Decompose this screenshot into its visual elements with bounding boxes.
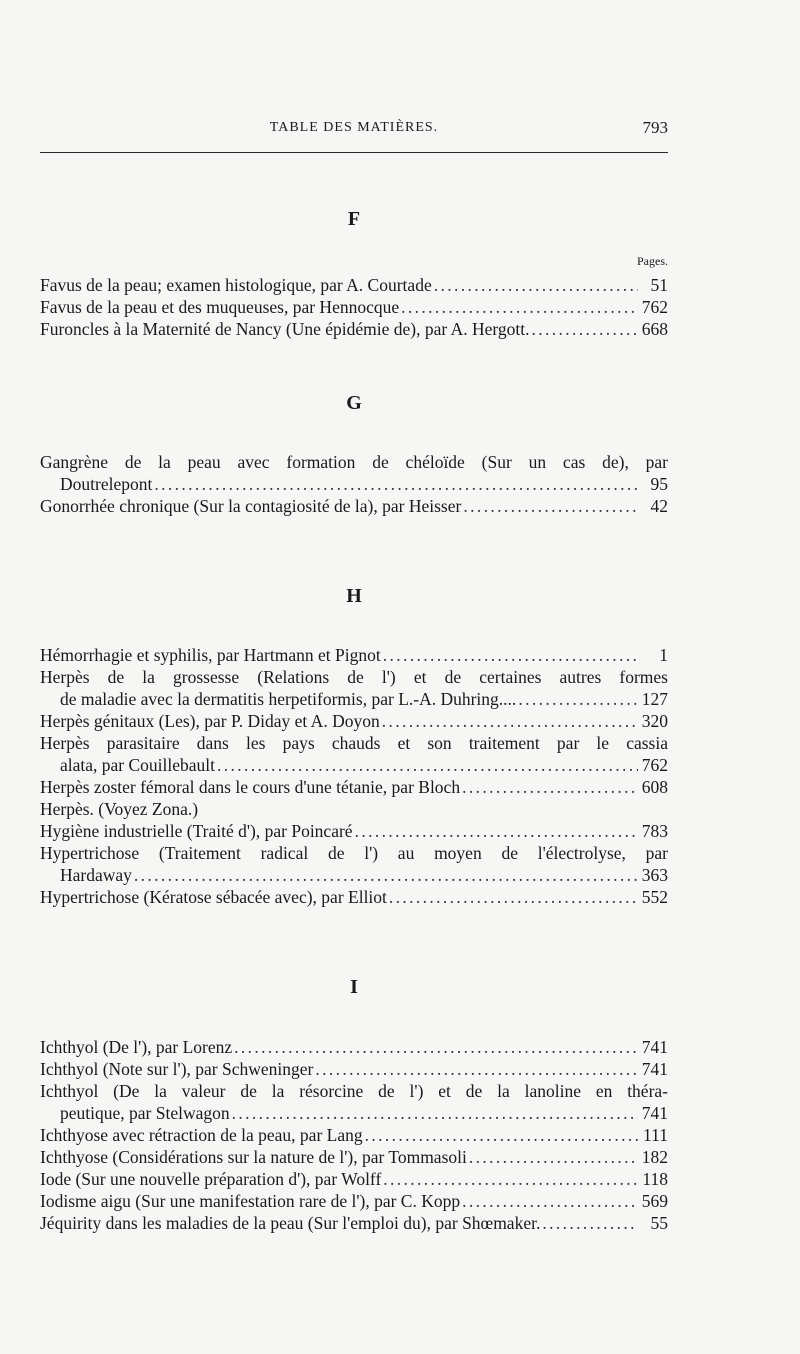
index-entry	[40, 274, 668, 296]
entry-page-number: 762	[641, 297, 668, 317]
entry-line	[40, 473, 668, 495]
entry-line	[40, 842, 668, 864]
entry-text: Iode (Sur une nouvelle préparation d'), par Wolff	[40, 1169, 382, 1189]
entry-page-number: 741	[641, 1059, 668, 1079]
dot-leader	[542, 1212, 638, 1234]
dot-leader	[315, 1058, 637, 1080]
entry-page-number: 762	[641, 755, 668, 775]
index-entry	[40, 1190, 668, 1212]
index-entry	[40, 1168, 668, 1190]
entry-page-number: 363	[641, 865, 668, 885]
entry-line	[40, 1168, 668, 1190]
entry-page-number: 608	[641, 777, 668, 797]
entry-line	[40, 732, 668, 754]
entry-text: Favus de la peau; examen histologique, par A. Courtade	[40, 275, 432, 295]
entry-line	[40, 1190, 668, 1212]
entry-line	[40, 495, 668, 517]
entry-text: Ichthyose avec rétraction de la peau, par Lang	[40, 1125, 363, 1145]
dot-leader	[217, 754, 638, 776]
index-entry	[40, 296, 668, 318]
dot-leader	[232, 1102, 638, 1124]
entry-page-number: 552	[641, 887, 668, 907]
entry-text: Gangrène de la peau avec formation de chéloïde (Sur un cas de), par	[40, 452, 668, 472]
entry-page-number: 127	[641, 689, 668, 709]
entry-page-number: 118	[642, 1169, 668, 1189]
dot-leader	[154, 473, 638, 495]
entry-page-number: 783	[641, 821, 668, 841]
dot-leader	[134, 864, 638, 886]
section-h-entries	[40, 644, 668, 908]
entry-text: Ichthyol (De la valeur de la résorcine de l') et de la lanoline en théra-	[40, 1081, 668, 1101]
section-letter-i: I	[350, 976, 358, 998]
entry-line	[40, 754, 668, 776]
entry-line	[40, 1146, 668, 1168]
running-title: TABLE DES MATIÈRES.	[269, 120, 439, 135]
entry-text: de maladie avec la dermatitis herpetiformis, par L.-A. Duhring....	[60, 689, 517, 709]
section-f-entries	[40, 274, 668, 340]
section-letter-g: G	[346, 392, 362, 414]
entry-text: Hardaway	[60, 865, 132, 885]
index-entry	[40, 776, 668, 798]
header-rule	[40, 152, 668, 153]
entry-page-number: 182	[641, 1147, 668, 1167]
entry-line	[40, 1212, 668, 1234]
index-entry	[40, 820, 668, 842]
entry-page-number: 51	[650, 275, 668, 295]
index-entry	[40, 495, 668, 517]
entry-line	[40, 1124, 668, 1146]
entry-line	[40, 1058, 668, 1080]
dot-leader	[462, 776, 638, 798]
entry-text: Herpès zoster fémoral dans le cours d'une tétanie, par Bloch	[40, 777, 461, 797]
dot-leader	[389, 886, 638, 908]
entry-page-number: 55	[650, 1213, 668, 1233]
entry-page-number: 111	[643, 1125, 668, 1145]
entry-text: Gonorrhée chronique (Sur la contagiosité de la), par Heisser	[40, 496, 462, 516]
index-entry	[40, 842, 668, 886]
index-entry	[40, 710, 668, 732]
entry-page-number: 42	[650, 496, 668, 516]
entry-text: Herpès. (Voyez Zona.)	[40, 799, 199, 819]
entry-line	[40, 710, 668, 732]
dot-leader	[532, 318, 638, 340]
entry-text: Ichthyol (De l'), par Lorenz	[40, 1037, 233, 1057]
dot-leader	[434, 274, 638, 296]
index-entry	[40, 732, 668, 776]
entry-line	[40, 644, 668, 666]
entry-page-number: 320	[641, 711, 668, 731]
entry-line	[40, 1080, 668, 1102]
section-i-entries	[40, 1036, 668, 1234]
entry-line	[40, 296, 668, 318]
entry-line	[40, 274, 668, 296]
entry-page-number: 741	[641, 1103, 668, 1123]
entry-text: Iodisme aigu (Sur une manifestation rare de l'), par C. Kopp	[40, 1191, 461, 1211]
section-letter-f: F	[347, 208, 361, 230]
index-entry	[40, 1036, 668, 1058]
entry-page-number: 569	[641, 1191, 668, 1211]
entry-line	[40, 776, 668, 798]
entry-text: Favus de la peau et des muqueuses, par Hennocque	[40, 297, 400, 317]
entry-line	[40, 1036, 668, 1058]
entry-text: alata, par Couillebault	[60, 755, 216, 775]
entry-line	[40, 688, 668, 710]
entry-page-number: 95	[650, 474, 668, 494]
dot-leader	[355, 820, 638, 842]
entry-line	[40, 864, 668, 886]
dot-leader	[383, 644, 638, 666]
dot-leader	[469, 1146, 638, 1168]
entry-line	[40, 886, 668, 908]
dot-leader	[234, 1036, 638, 1058]
index-entry	[40, 644, 668, 666]
entry-text: Herpès génitaux (Les), par P. Diday et A. Doyon	[40, 711, 380, 731]
index-entry	[40, 1124, 668, 1146]
entry-text: Ichthyol (Note sur l'), par Schweninger	[40, 1059, 314, 1079]
index-entry	[40, 1146, 668, 1168]
entry-line	[40, 666, 668, 688]
section-letter-h: H	[346, 585, 362, 607]
entry-text: Furoncles à la Maternité de Nancy (Une épidémie de), par A. Hergott.	[40, 319, 530, 339]
index-entry	[40, 886, 668, 908]
entry-text: Hypertrichose (Kératose sébacée avec), par Elliot	[40, 887, 387, 907]
dot-leader	[365, 1124, 638, 1146]
index-entry	[40, 666, 668, 710]
section-g-entries	[40, 451, 668, 517]
dot-leader	[518, 688, 637, 710]
entry-page-number: 741	[641, 1037, 668, 1057]
index-entry	[40, 451, 668, 495]
index-entry	[40, 798, 668, 820]
entry-text: Hypertrichose (Traitement radical de l') au moyen de l'électrolyse, par	[40, 843, 668, 863]
entry-text: Doutrelepont	[60, 474, 153, 494]
dot-leader	[462, 1190, 638, 1212]
dot-leader	[383, 1168, 638, 1190]
entry-line	[40, 820, 668, 842]
entry-text: Hygiène industrielle (Traité d'), par Poincaré	[40, 821, 353, 841]
entry-page-number: 1	[659, 645, 668, 665]
entry-line	[40, 1102, 668, 1124]
entry-line	[40, 798, 668, 820]
entry-text: Herpès parasitaire dans les pays chauds et son traitement par le cassia	[40, 733, 668, 753]
page-number: 793	[642, 118, 668, 137]
running-head	[40, 118, 668, 140]
entry-text: peutique, par Stelwagon	[60, 1103, 230, 1123]
entry-page-number: 668	[641, 319, 668, 339]
entry-text: Ichthyose (Considérations sur la nature de l'), par Tommasoli	[40, 1147, 467, 1167]
entry-text: Hémorrhagie et syphilis, par Hartmann et Pignot	[40, 645, 381, 665]
pages-column-label: Pages.	[637, 254, 668, 268]
entry-line	[40, 451, 668, 473]
index-entry	[40, 318, 668, 340]
dot-leader	[463, 495, 638, 517]
index-entry	[40, 1212, 668, 1234]
index-entry	[40, 1080, 668, 1124]
entry-text: Herpès de la grossesse (Relations de l') et de certaines autres formes	[40, 667, 668, 687]
entry-text: Jéquirity dans les maladies de la peau (Sur l'emploi du), par Shœmaker.	[40, 1213, 541, 1233]
entry-line	[40, 318, 668, 340]
index-entry	[40, 1058, 668, 1080]
dot-leader	[382, 710, 638, 732]
dot-leader	[401, 296, 638, 318]
